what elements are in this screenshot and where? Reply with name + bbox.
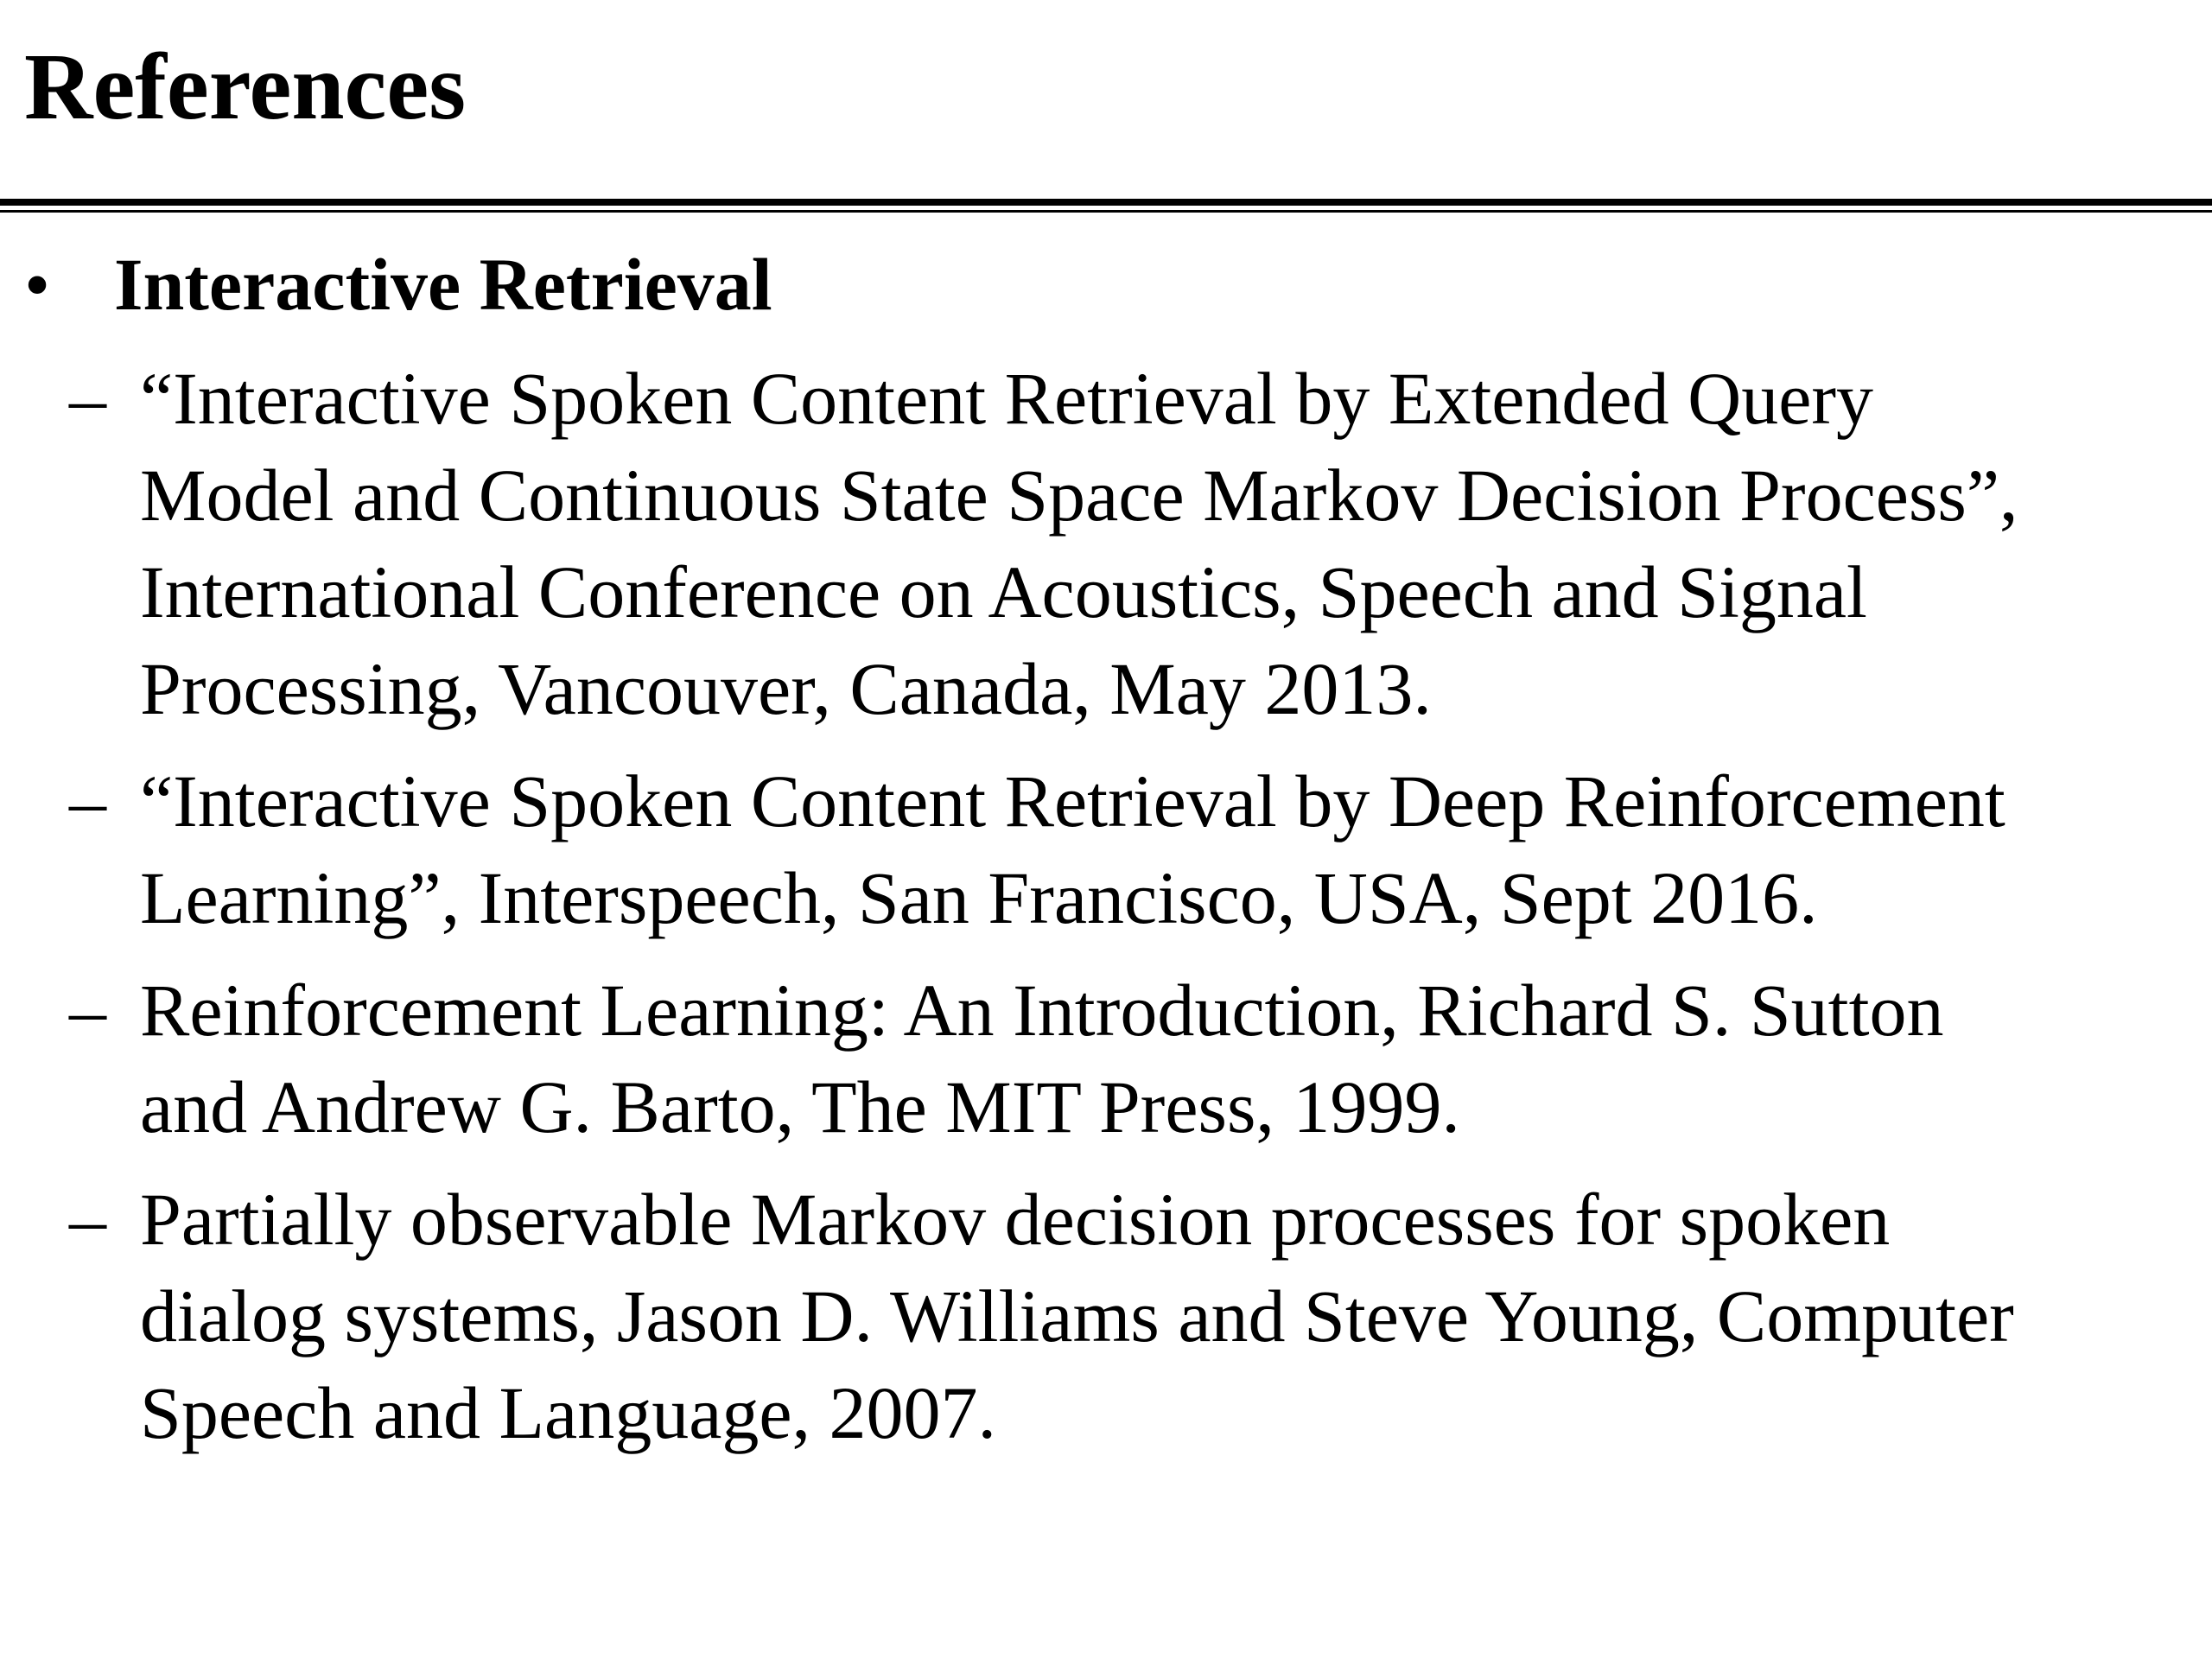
slide-title: References xyxy=(24,34,467,139)
reference-item xyxy=(69,350,2195,737)
reference-line: International Conference on Acoustics, Speech and Signal xyxy=(140,550,1867,633)
section-heading: Interactive Retrieval xyxy=(114,243,772,326)
reference-text xyxy=(140,350,2195,737)
dash-icon: – xyxy=(69,760,106,842)
bullet-icon: • xyxy=(24,243,51,326)
reference-line: Speech and Language, 2007. xyxy=(140,1371,997,1454)
reference-text xyxy=(140,753,2195,946)
reference-line: “Interactive Spoken Content Retrieval by Deep Reinforcement xyxy=(140,760,2005,842)
reference-line: Learning”, Interspeech, San Francisco, USA, Sept 2016. xyxy=(140,856,1818,939)
reference-line: Model and Continuous State Space Markov Decision Process”, xyxy=(140,454,2018,537)
reference-line: and Andrew G. Barto, The MIT Press, 1999. xyxy=(140,1065,1460,1148)
reference-line: Processing, Vancouver, Canada, May 2013. xyxy=(140,647,1432,730)
title-divider-thin xyxy=(0,210,2212,213)
reference-line: “Interactive Spoken Content Retrieval by Extended Query xyxy=(140,357,1874,440)
reference-line: Reinforcement Learning: An Introduction, Richard S. Sutton xyxy=(140,969,1944,1052)
reference-text xyxy=(140,962,2195,1155)
reference-list xyxy=(69,350,2195,1477)
title-divider-thick xyxy=(0,199,2212,206)
dash-icon: – xyxy=(69,969,106,1052)
reference-item xyxy=(69,1171,2195,1461)
reference-item xyxy=(69,753,2195,946)
dash-icon: – xyxy=(69,357,106,440)
section-bullet xyxy=(24,237,772,332)
reference-line: dialog systems, Jason D. Williams and Steve Young, Computer xyxy=(140,1274,2014,1357)
reference-text xyxy=(140,1171,2195,1461)
dash-icon: – xyxy=(69,1178,106,1261)
reference-line: Partially observable Markov decision processes for spoken xyxy=(140,1178,1891,1261)
reference-item xyxy=(69,962,2195,1155)
